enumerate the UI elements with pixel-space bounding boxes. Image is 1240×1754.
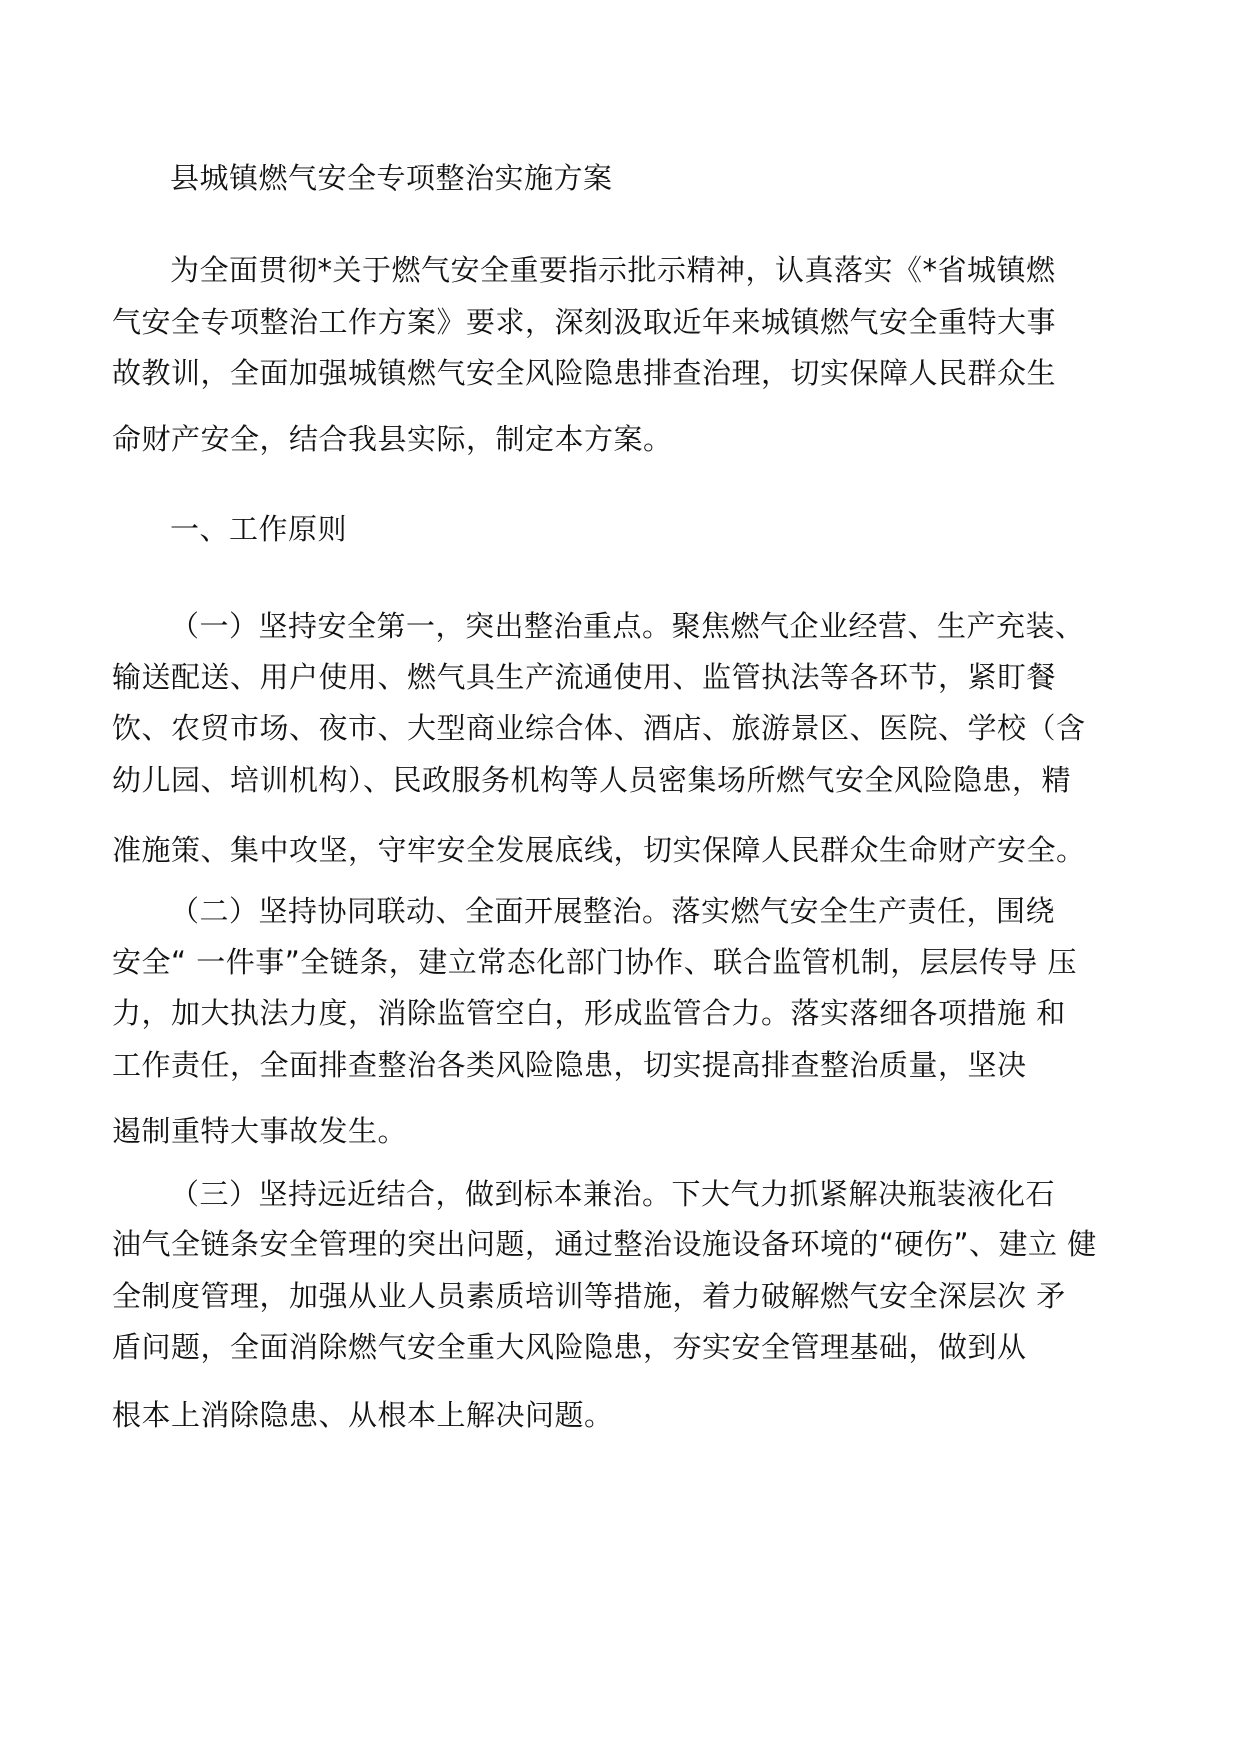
principle3-line-5: 根本上消除隐患、从根本上解决问题。 [112,1398,614,1432]
principle2-line-5: 遏制重特大事故发生。 [112,1114,408,1148]
intro-line-3: 故教训，全面加强城镇燃气安全风险隐患排查治理，切实保障人民群众生 [112,356,1057,390]
document-title: 县城镇燃气安全专项整治实施方案 [170,161,613,195]
intro-line-2: 气安全专项整治工作方案》要求，深刻汲取近年来城镇燃气安全重特大事 [112,305,1057,339]
principle1-line-4: 幼儿园、培训机构）、民政服务机构等人员密集场所燃气安全风险隐患，精 [112,763,1072,797]
principle1-line-1: （一）坚持安全第一，突出整治重点。聚焦燃气企业经营、生产充装、 [170,609,1085,643]
principle1-line-3: 饮、农贸市场、夜市、大型商业综合体、酒店、旅游景区、医院、学校（含 [112,711,1086,745]
principle2-line-2: 安全“ 一件事”全链条，建立常态化部门协作、联合监管机制，层层传导 压 [112,945,1077,979]
principle2-line-4: 工作责任，全面排查整治各类风险隐患，切实提高排查整治质量，坚决 [112,1048,1027,1082]
principle3-line-2: 油气全链条安全管理的突出问题，通过整治设施设备环境的“硬伤”、建立 健 [112,1227,1097,1261]
principle3-line-3: 全制度管理，加强从业人员素质培训等措施，着力破解燃气安全深层次 矛 [112,1279,1066,1313]
section-heading: 一、工作原则 [170,512,348,546]
principle1-line-2: 输送配送、用户使用、燃气具生产流通使用、监管执法等各环节，紧盯餐 [112,660,1057,694]
principle2-line-1: （二）坚持协同联动、全面开展整治。落实燃气安全生产责任，围绕 [170,894,1056,928]
principle2-line-3: 力，加大执法力度，消除监管空白，形成监管合力。落实落细各项措施 和 [112,996,1066,1030]
intro-line-4: 命财产安全，结合我县实际，制定本方案。 [112,422,673,456]
intro-line-1: 为全面贯彻*关于燃气安全重要指示批示精神，认真落实《*省城镇燃 [170,253,1056,287]
principle3-line-4: 盾问题，全面消除燃气安全重大风险隐患，夯实安全管理基础，做到从 [112,1330,1027,1364]
principle3-line-1: （三）坚持远近结合，做到标本兼治。下大气力抓紧解决瓶装液化石 [170,1177,1056,1211]
principle1-line-5: 准施策、集中攻坚，守牢安全发展底线，切实保障人民群众生命财产安全。 [112,833,1086,867]
